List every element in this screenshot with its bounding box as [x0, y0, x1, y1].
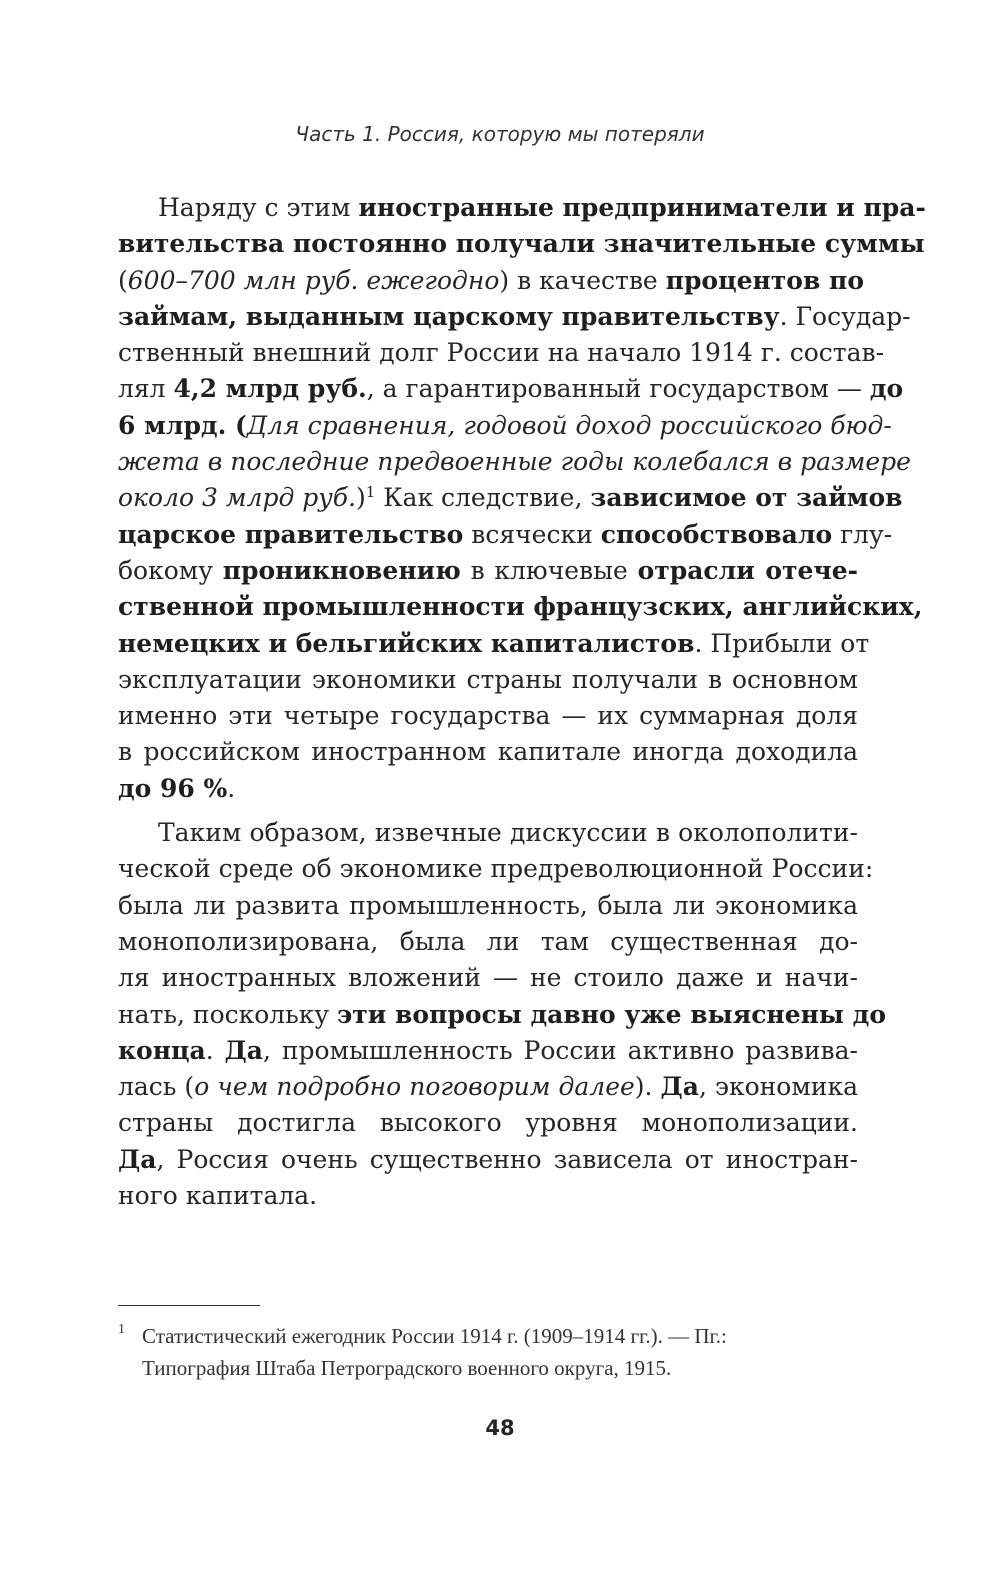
text-line: конца. Да, промышленность России активно развива- [118, 1035, 858, 1065]
text-line: ческой среде об экономике предреволюционной России: [118, 854, 874, 884]
text-line: ного капитала. [118, 1181, 318, 1211]
text-line: займам, выданным царскому правительству. Государ- [118, 301, 911, 331]
running-head: Часть 1. Россия, которую мы потеряли [295, 122, 705, 146]
text-line: около 3 млрд руб.)$^1$ Как следствие, зависимое от займов [118, 483, 903, 513]
footnote-reference: 1 [365, 483, 376, 502]
text-line: Таким образом, извечные дискуссии в околополити- [158, 818, 858, 848]
text-line: в российском иностранном капитале иногда доходила [118, 737, 858, 767]
page-number: 48 [485, 1416, 515, 1440]
text-line: до 96 %. [118, 773, 236, 803]
text-line: нать, поскольку эти вопросы давно уже выяснены до [118, 999, 887, 1029]
text-line: именно эти четыре государства — их суммарная доля [118, 701, 858, 731]
text-line: ля иностранных вложений — не стоило даже и начи- [118, 963, 858, 993]
footnote-line: Статистический ежегодник России 1914 г. (1909–1914 гг.). — Пг.: [142, 1324, 727, 1348]
text-line: вительства постоянно получали значительные суммы [118, 229, 925, 259]
text-line: страны достигла высокого уровня монополизации. [118, 1108, 858, 1138]
text-line: (600–700 млн руб. ежегодно) в качестве процентов по [118, 265, 864, 295]
body-text [118, 190, 926, 1214]
text-line: 6 млрд. (Для сравнения, годовой доход российского бюд- [118, 410, 892, 440]
text-line: была ли развита промышленность, была ли экономика [118, 890, 858, 920]
text-line: немецких и бельгийских капиталистов. Прибыли от [118, 628, 870, 658]
footnote-number: 1 [118, 1322, 125, 1337]
text-line: Наряду с этим иностранные предприниматели и пра- [158, 193, 926, 222]
text-line: царское правительство всячески способствовало глу- [118, 519, 893, 549]
footnote-line: Типография Штаба Петроградского военного округа, 1915. [142, 1356, 672, 1380]
text-line: лял 4,2 млрд руб., а гарантированный государством — до [118, 374, 904, 404]
text-line: ственной промышленности французских, английских, [118, 592, 923, 622]
text-line: Да, Россия очень существенно зависела от иностран- [118, 1144, 858, 1174]
text-line: ственный внешний долг России на начало 1914 г. состав- [118, 338, 885, 368]
text-line: лась (о чем подробно поговорим далее). Да, экономика [118, 1072, 858, 1102]
text-line: бокому проникновению в ключевые отрасли отече- [118, 555, 859, 585]
text-line: жета в последние предвоенные годы колебался в размере [118, 447, 911, 477]
text-line: монополизирована, была ли там существенная до- [118, 926, 858, 956]
footnote-divider [118, 1305, 260, 1306]
footnote [118, 1320, 858, 1384]
text-line: эксплуатации экономики страны получали в основном [118, 664, 858, 694]
